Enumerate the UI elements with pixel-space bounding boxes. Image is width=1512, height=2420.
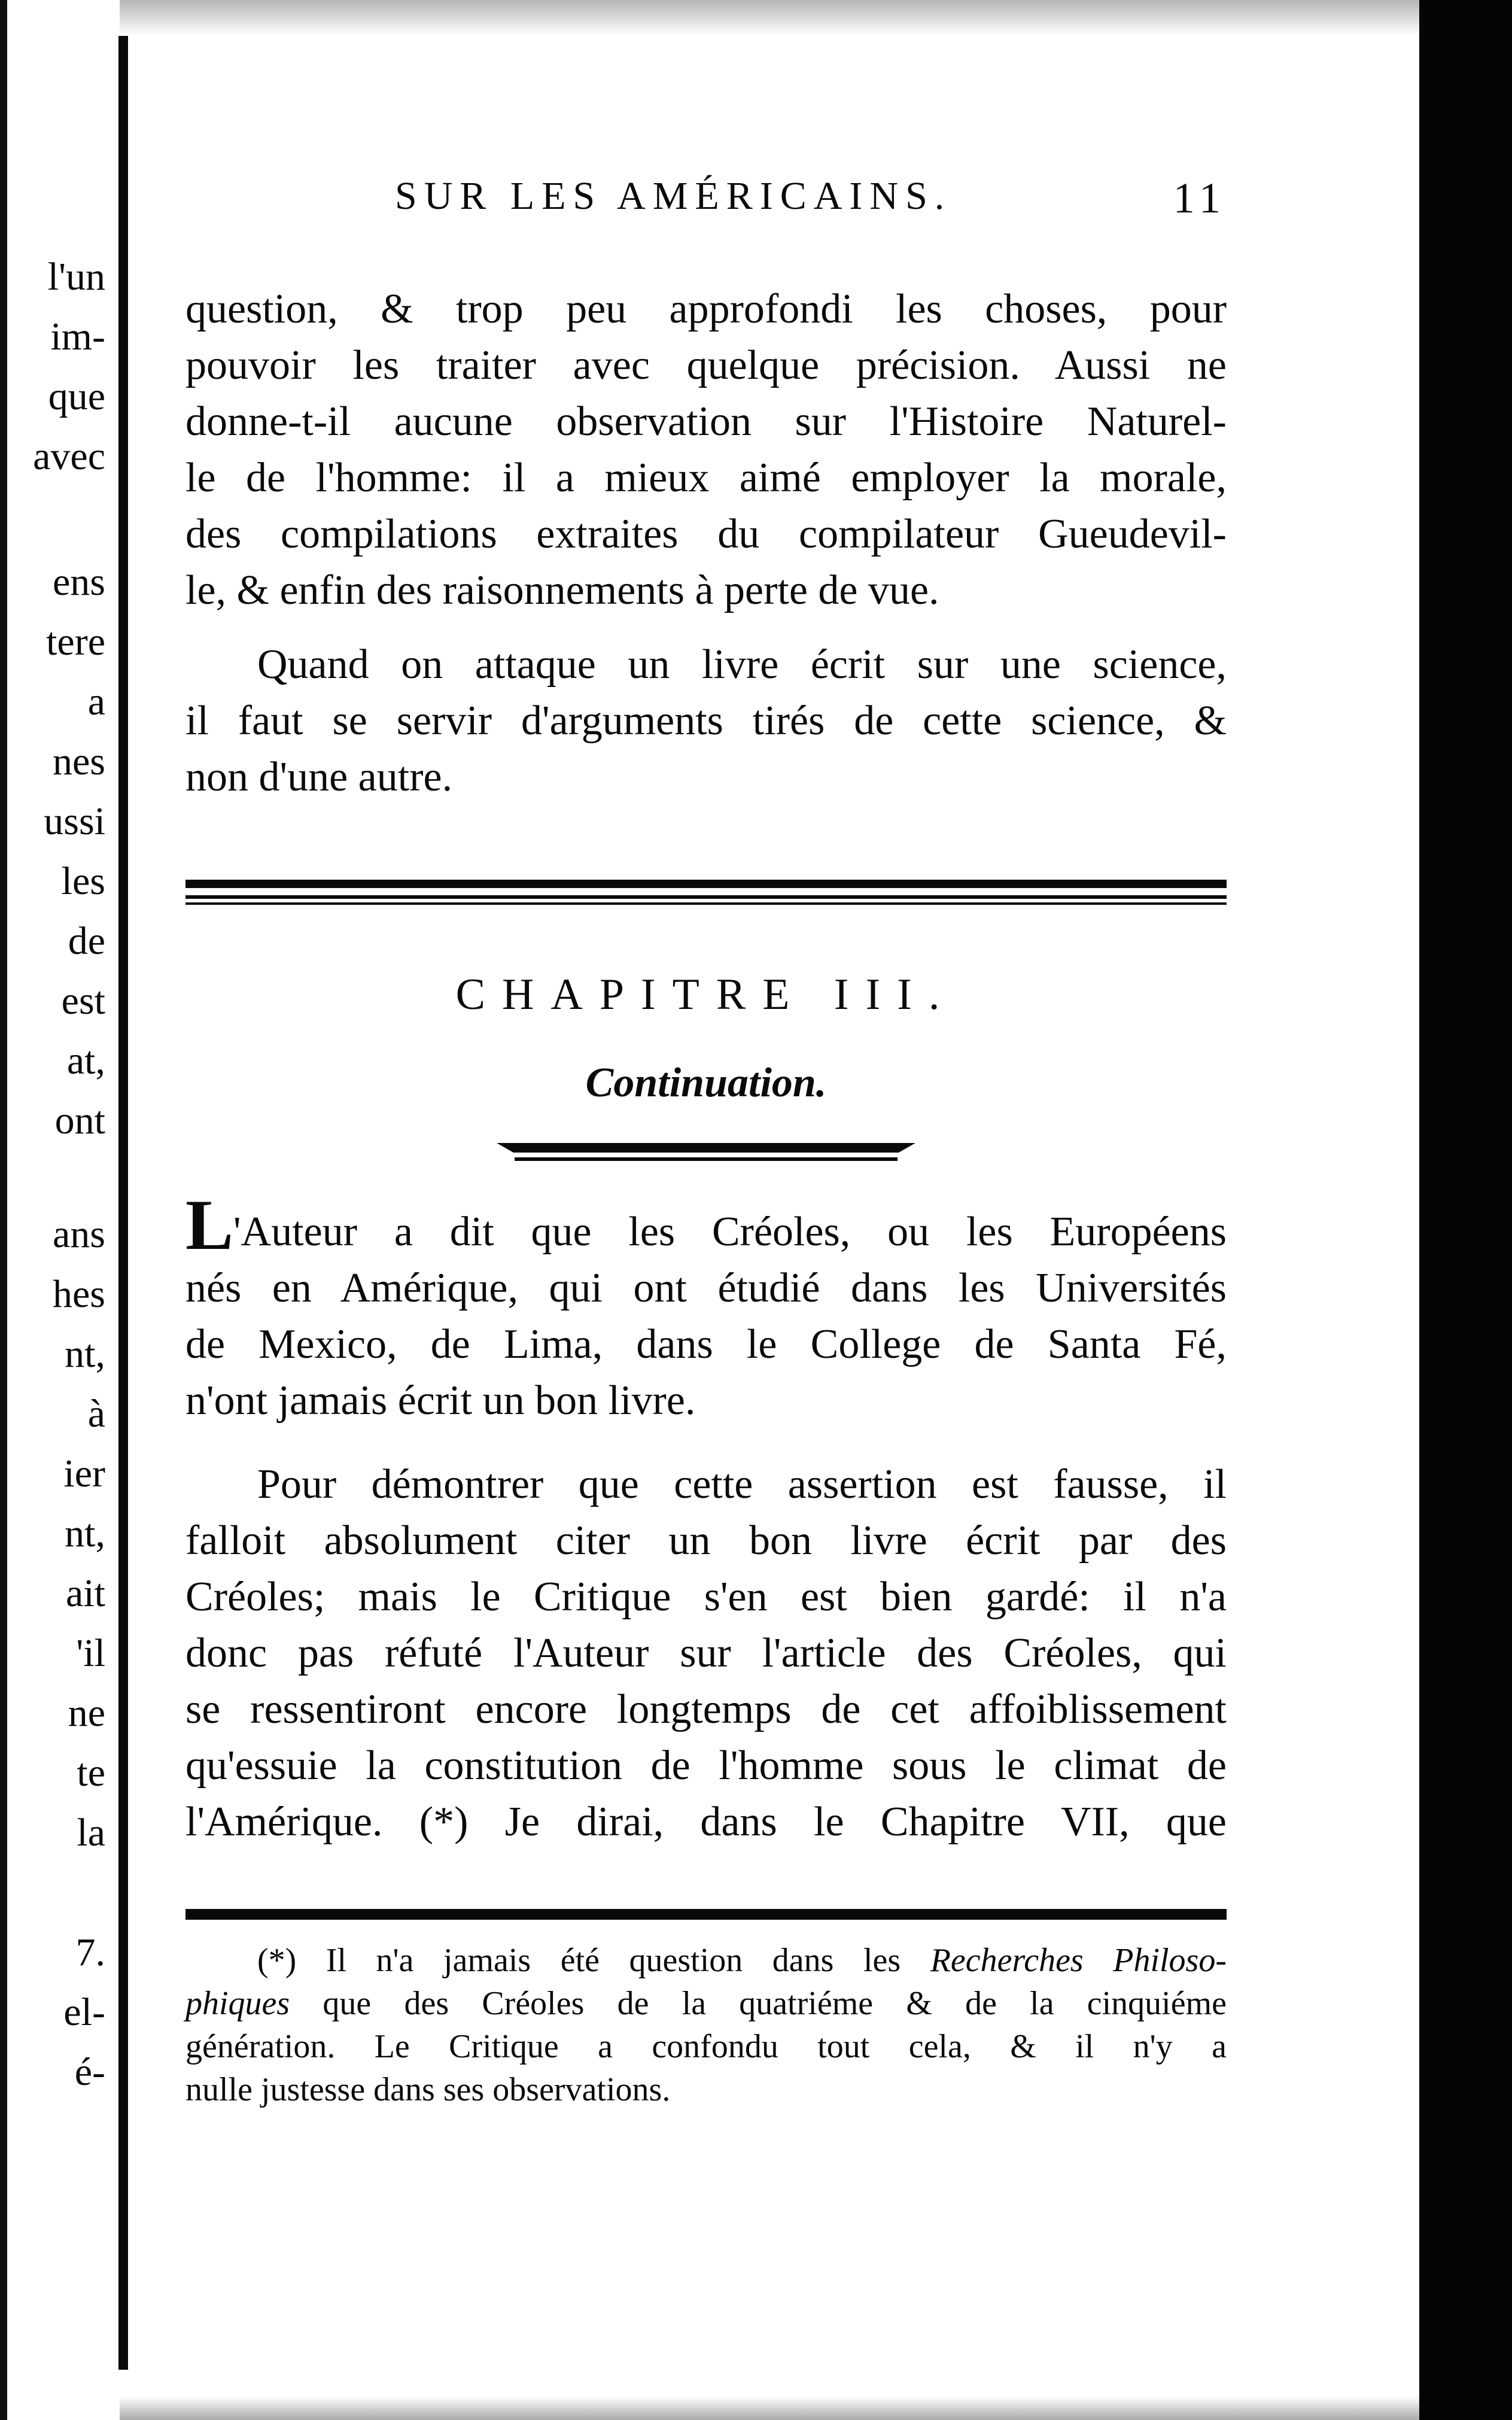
prev-page-text: à [87,1392,105,1436]
text-line: l'Amérique. (*) Je dirai, dans le Chapitre VII, que [185,1799,1227,1845]
prev-page-text: ier [63,1452,105,1495]
prev-page-text: ans [53,1212,105,1256]
footnote-rule [185,1909,1227,1920]
prev-page-text: ussi [44,799,105,843]
prev-page-text: tere [46,620,105,664]
text-line: question, & trop peu approfondi les choses, pour [185,286,1227,332]
prev-page-text: ne [68,1691,105,1735]
text-line: se ressentiront encore longtemps de cet affoiblissement [185,1686,1227,1732]
text-line: falloit absolument citer un bon livre écrit par des [185,1518,1227,1564]
paragraph-4 [185,1457,1227,1850]
prev-page-text: les [61,859,105,903]
footnote-line: nulle justesse dans ses observations. [185,2071,671,2108]
prev-page-text: é- [74,2050,105,2094]
prev-page-text: l'un [47,255,105,299]
paragraph-2 [185,637,1227,805]
previous-page-fragment [0,0,117,2420]
text-span: 'Auteur a dit que les Créoles, ou les Européens [233,1209,1227,1255]
prev-page-text: est [61,979,105,1023]
running-head [185,174,1227,227]
prev-page-text: 'il [76,1631,105,1675]
prev-page-text: a [87,680,105,723]
prev-page-text: que [48,375,105,418]
text-line: nés en Amérique, qui ont étudié dans les Universités [185,1265,1227,1311]
paragraph-1 [185,281,1227,619]
ornament-rule [497,1143,915,1167]
footnote-line [185,1982,1227,2025]
text-span: Il n'a jamais été question dans les [325,1942,901,1979]
prev-page-text: nes [53,740,105,783]
text-line: pouvoir les traiter avec quelque précision. Aussi ne [185,342,1227,388]
prev-page-text: 7. [75,1930,105,1974]
paragraph-3 [185,1185,1227,1429]
text-line: il faut se servir d'arguments tirés de cette science, & [185,698,1227,744]
footnote-line: génération. Le Critique a confondu tout cela, & il n'y a [185,2028,1227,2065]
text-line: le de l'homme: il a mieux aimé employer la morale, [185,455,1227,501]
prev-page-text: te [77,1751,105,1795]
text-span: que des Créoles de la quatriéme & de la cinquiéme [323,1985,1227,2022]
prev-page-text: el- [63,1990,105,2034]
section-divider [185,880,1227,910]
chapter-subtitle: Continuation. [585,1060,827,1106]
prev-page-text: nt, [65,1512,105,1555]
footnote-marker: (*) [257,1942,297,1979]
page-number: 11 [1173,174,1227,222]
prev-page-text: ait [66,1571,105,1615]
prev-page-text: la [77,1811,105,1854]
prev-page-text: im- [50,315,105,358]
prev-page-text: ont [54,1099,105,1142]
text-line: de Mexico, de Lima, dans le College de Santa Fé, [185,1321,1227,1367]
text-line: le, & enfin des raisonnements à perte de vue. [185,567,939,613]
scan-bottom-shadow [120,2396,1436,2420]
text-line: donne-t-il aucune observation sur l'Histoire Naturel- [185,399,1227,445]
text-line: Pour démontrer que cette assertion est fausse, il [257,1461,1227,1507]
prev-page-text: ens [53,560,105,604]
scan-top-shadow [120,0,1436,36]
text-line: Créoles; mais le Critique s'en est bien gardé: il n'a [185,1574,1227,1620]
text-line: donc pas réfuté l'Auteur sur l'article des Créoles, qui [185,1630,1227,1676]
scan-right-border [1419,0,1512,2420]
prev-page-text: avec [33,434,105,478]
text-line: non d'une autre. [185,754,453,800]
page-gutter [118,36,128,2370]
drop-cap: L [185,1185,234,1264]
italic-title: phiques [185,1985,290,2022]
prev-page-text: de [68,919,105,963]
prev-page-text: at, [66,1039,105,1083]
text-line: qu'essuie la constitution de l'homme sous le climat de [185,1743,1227,1789]
italic-title: Recherches Philoso- [930,1942,1227,1979]
text-line: n'ont jamais écrit un bon livre. [185,1378,696,1424]
running-head-title: SUR LES AMÉRICAINS. [395,174,952,218]
chapter-heading: CHAPITRE III. [455,970,957,1019]
prev-page-text: nt, [65,1332,105,1376]
text-line: Quand on attaque un livre écrit sur une science, [257,642,1227,688]
text-line: des compilations extraites du compilateur Gueudevil- [185,511,1227,557]
prev-page-text: hes [53,1272,105,1316]
footnote [185,1939,1227,2111]
footnote-line [185,1939,1227,1982]
text-line [185,1185,1227,1264]
